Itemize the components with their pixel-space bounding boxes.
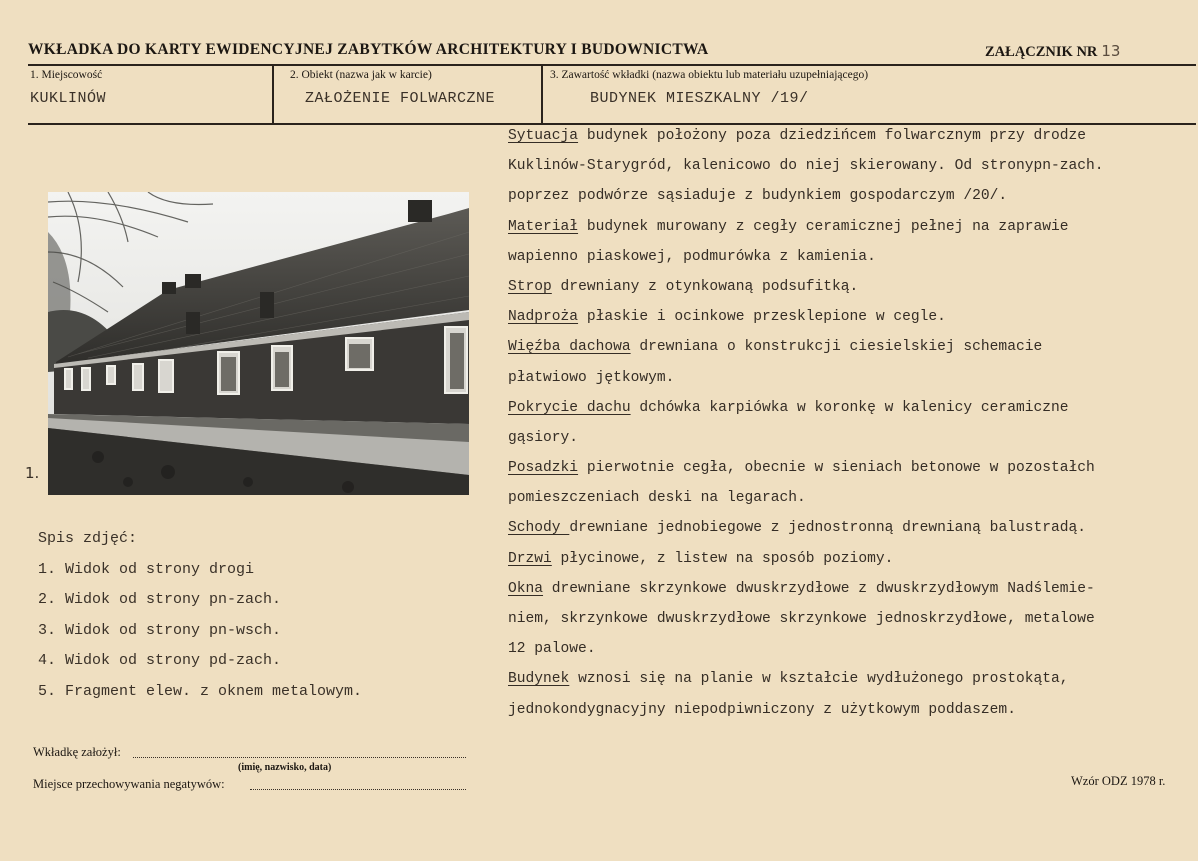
description-line (508, 423, 1196, 453)
form-code: Wzór ODZ 1978 r. (1071, 774, 1166, 788)
description-line (508, 483, 1196, 513)
description-line-text: poprzez podwórze sąsiaduje z budynkiem gospodarczym /20/. (508, 188, 1008, 205)
form-title: WKŁADKA DO KARTY EWIDENCYJNEJ ZABYTKÓW ARCHITEKTURY I BUDOWNICTWA (28, 41, 709, 58)
description-line (508, 212, 1196, 242)
locality-value: KUKLINÓW (30, 90, 107, 107)
author-dotted-line (133, 757, 466, 758)
description-line (508, 242, 1196, 272)
description-keyword: Posadzki (508, 460, 579, 477)
content-label: 3. Zawartość wkładki (nazwa obiektu lub materiału uzupełniającego) (550, 69, 869, 81)
description-line (508, 664, 1196, 694)
description-line (508, 151, 1196, 181)
description-line-text: niem, skrzynkowe dwuskrzydłowe skrzynkowe jednoskrzydłowe, metalowe (508, 611, 1095, 627)
description-line-text: budynek położony poza dziedzińcem folwarcznym przy drodze (578, 128, 1087, 144)
description-line-text: drewniane jednobiegowe z jednostronną drewnianą balustradą. (569, 520, 1087, 537)
description-line (508, 574, 1196, 604)
description-line-text: drewniany z otynkowaną podsufitką. (551, 278, 859, 295)
description-line (508, 695, 1196, 725)
description-line-text: płycinowe, z listew na sposób poziomy. (551, 550, 894, 567)
description-line-text: płatwiowo jętkowym. (508, 369, 675, 386)
description-keyword: Więźba dachowa (508, 339, 631, 356)
description-line-text: budynek murowany z cegły ceramicznej pełnej na zaprawie (578, 218, 1069, 235)
negatives-label: Miejsce przechowywania negatywów: (33, 777, 225, 791)
description-line (508, 302, 1196, 332)
description-keyword: Materiał (508, 218, 579, 235)
description-line (508, 181, 1196, 211)
description-line (508, 544, 1196, 574)
description-line-text: pomieszczeniach deski na legarach. (508, 490, 806, 507)
description-line-text: jednokondygnacyjny niepodpiwniczony z użytkowym poddaszem. (508, 701, 1016, 718)
field-divider-1 (272, 65, 274, 123)
description-keyword: Sytuacja (508, 128, 579, 144)
author-hint: (imię, nazwisko, data) (238, 762, 332, 773)
description-text (508, 121, 1196, 725)
description-keyword: Okna (508, 580, 544, 597)
photo-list-title: Spis zdjęć: (38, 530, 138, 547)
field-divider-2 (541, 65, 543, 123)
annex-label-text: ZAŁĄCZNIK NR (985, 44, 1098, 60)
header-top-rule (28, 64, 1196, 66)
object-value: ZAŁOŻENIE FOLWARCZNE (305, 90, 496, 107)
description-line (508, 393, 1196, 423)
building-photo (48, 192, 469, 495)
author-label: Wkładkę założył: (33, 745, 121, 759)
description-line (508, 363, 1196, 393)
description-line (508, 272, 1196, 302)
description-line (508, 634, 1196, 664)
description-line-text: dchówka karpiówka w koronkę w kalenicy ceramiczne (630, 399, 1069, 416)
description-keyword: Budynek (508, 671, 570, 688)
photo-list-item: 3. Widok od strony pn-wsch. (38, 621, 282, 639)
description-line-text: gąsiory. (508, 429, 579, 446)
annex-label (985, 42, 1120, 61)
photo-list-item: 1. Widok od strony drogi (38, 560, 255, 578)
description-keyword: Strop (508, 278, 552, 295)
content-value: BUDYNEK MIESZKALNY /19/ (590, 90, 809, 107)
description-keyword: Drzwi (508, 550, 552, 567)
description-line-text: drewniane skrzynkowe dwuskrzydłowe z dwuskrzydłowym Nadślemie- (543, 580, 1095, 597)
locality-label: 1. Miejscowość (30, 69, 103, 81)
photo-list (38, 524, 362, 707)
description-line (508, 332, 1196, 362)
description-keyword: Nadproża (508, 309, 579, 326)
description-keyword: Schody (508, 520, 570, 537)
description-line-text: wznosi się na planie w kształcie wydłużonego prostokąta, (569, 671, 1069, 688)
photo-number: 1. (25, 464, 40, 482)
building-photo-illustration (48, 192, 469, 495)
photo-list-item: 4. Widok od strony pd-zach. (38, 652, 282, 669)
description-line (508, 604, 1196, 634)
description-line-text: płaskie i ocinkowe przesklepione w cegle. (578, 309, 946, 326)
description-line-text: pierwotnie cegła, obecnie w sieniach betonowe w pozostałch (578, 460, 1095, 477)
description-line (508, 453, 1196, 483)
description-line (508, 513, 1196, 543)
description-line-text: Kuklinów-Starygród, kalenicowo do niej skierowany. Od stronypn-zach. (508, 158, 1104, 175)
description-line-text: drewniana o konstrukcji ciesielskiej schemacie (630, 339, 1043, 356)
description-keyword: Pokrycie dachu (508, 399, 631, 416)
photo-list-item: 2. Widok od strony pn-zach. (38, 591, 282, 608)
description-line-text: wapienno piaskowej, podmurówka z kamienia. (508, 248, 876, 265)
annex-number: 13 (1101, 42, 1121, 60)
description-line-text: 12 palowe. (508, 641, 596, 658)
object-label: 2. Obiekt (nazwa jak w karcie) (290, 69, 432, 81)
photo-list-item: 5. Fragment elew. z oknem metalowym. (38, 682, 363, 700)
negatives-dotted-line (250, 789, 466, 790)
description-line (508, 121, 1196, 151)
